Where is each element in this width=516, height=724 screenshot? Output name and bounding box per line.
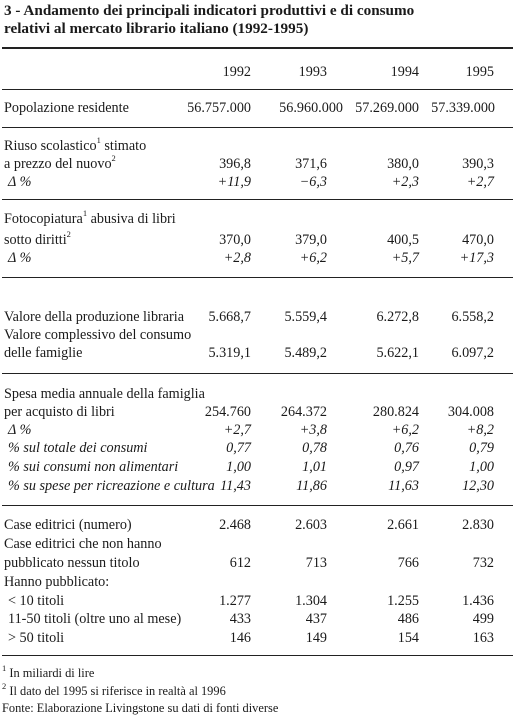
subrow-label: % sul totale dei consumi <box>8 440 148 456</box>
cell: 380,0 <box>387 156 419 172</box>
cell: 149 <box>305 630 327 646</box>
top-rule <box>2 47 513 49</box>
year-header: 1992 <box>222 64 251 80</box>
cell: 304.008 <box>447 404 494 420</box>
row-label-hanno-pubblicato: Hanno pubblicato: <box>4 574 110 590</box>
cell: 154 <box>397 630 419 646</box>
cell: 6.558,2 <box>451 309 494 325</box>
row-label-spesa: Spesa media annuale della famiglia <box>4 386 205 402</box>
cell: 1,00 <box>469 459 494 475</box>
subrow-label: 11-50 titoli (oltre uno al mese) <box>8 611 182 627</box>
cell: 370,0 <box>219 232 251 248</box>
header-rule <box>2 89 513 90</box>
cell: 396,8 <box>219 156 251 172</box>
cell: 5.489,2 <box>284 345 327 361</box>
row-label-consumo-2: delle famiglie <box>4 345 83 361</box>
cell: 12,30 <box>462 478 494 494</box>
subrow-label: > 50 titoli <box>8 630 65 646</box>
row-label-fotocopiatura: Fotocopiatura$^1$ abusiva di libri <box>4 208 176 227</box>
cell: 433 <box>229 611 251 627</box>
cell: +8,2 <box>466 422 494 438</box>
cell: 5.319,1 <box>208 345 251 361</box>
cell: 2.603 <box>295 517 327 533</box>
cell: +2,7 <box>223 422 251 438</box>
cell: 11,63 <box>388 478 419 494</box>
cell: 57.339.000 <box>431 100 495 116</box>
cell: +17,3 <box>459 250 494 266</box>
cell: 11,43 <box>220 478 251 494</box>
year-header: 1993 <box>298 64 327 80</box>
cell: 713 <box>305 555 327 571</box>
cell: 254.760 <box>204 404 251 420</box>
delta-label: Δ % <box>8 174 32 190</box>
cell: 486 <box>397 611 419 627</box>
row-label-riuso-2: a prezzo del nuovo$^2$ <box>4 153 116 172</box>
footnote-2: $^2$ Il dato del 1995 si riferisce in realtà al 1996 <box>2 680 226 698</box>
cell: 5.559,4 <box>284 309 327 325</box>
section-rule <box>2 505 513 506</box>
cell: 766 <box>397 555 419 571</box>
cell: 1,00 <box>226 459 251 475</box>
cell: 6.097,2 <box>451 345 494 361</box>
cell: 0,76 <box>394 440 419 456</box>
cell: 437 <box>305 611 327 627</box>
section-rule <box>2 199 513 200</box>
cell: +2,3 <box>391 174 419 190</box>
cell: 2.830 <box>462 517 494 533</box>
row-label-riuso: Riuso scolastico$^1$ stimato <box>4 135 147 154</box>
cell: +3,8 <box>299 422 327 438</box>
row-label-spesa-2: per acquisto di libri <box>4 404 115 420</box>
cell: 0,78 <box>302 440 327 456</box>
cell: 1,01 <box>302 459 327 475</box>
cell: +11,9 <box>217 174 251 190</box>
section-rule <box>2 373 513 374</box>
row-label-popolazione: Popolazione residente <box>4 100 129 116</box>
cell: 499 <box>472 611 494 627</box>
cell: +2,7 <box>466 174 494 190</box>
cell: 390,3 <box>462 156 494 172</box>
bottom-rule <box>2 655 513 656</box>
footnote-1: $^1$ In miliardi di lire <box>2 662 95 680</box>
cell: 379,0 <box>295 232 327 248</box>
cell: +6,2 <box>299 250 327 266</box>
year-header: 1994 <box>390 64 419 80</box>
row-label-produzione: Valore della produzione libraria <box>4 309 185 325</box>
delta-label: Δ % <box>8 250 32 266</box>
cell: 146 <box>229 630 251 646</box>
cell: 5.622,1 <box>376 345 419 361</box>
cell: 0,77 <box>226 440 251 456</box>
cell: 1.304 <box>295 593 327 609</box>
cell: +6,2 <box>391 422 419 438</box>
subrow-label: < 10 titoli <box>8 593 65 609</box>
cell: 371,6 <box>295 156 327 172</box>
cell: 0,79 <box>469 440 494 456</box>
table-title <box>4 2 512 38</box>
cell: 5.668,7 <box>208 309 251 325</box>
row-label-fotocopiatura-2: sotto diritti$^2$ <box>4 229 71 248</box>
subrow-label: % su spese per ricreazione e cultura <box>8 478 215 494</box>
cell: 56.960.000 <box>279 100 343 116</box>
cell: 6.272,8 <box>376 309 419 325</box>
cell: +2,8 <box>223 250 251 266</box>
cell: 612 <box>229 555 251 571</box>
cell: 280.824 <box>372 404 419 420</box>
cell: 732 <box>472 555 494 571</box>
cell: 11,86 <box>296 478 327 494</box>
subrow-label: % sui consumi non alimentari <box>8 459 179 475</box>
cell: 1.277 <box>219 593 251 609</box>
subrow-label: Δ % <box>8 422 32 438</box>
source-note: Fonte: Elaborazione Livingstone su dati di fonti diverse <box>2 701 279 715</box>
cell: 2.661 <box>387 517 419 533</box>
cell: 56.757.000 <box>187 100 251 116</box>
cell: 1.436 <box>462 593 494 609</box>
cell: 264.372 <box>280 404 327 420</box>
section-rule <box>2 127 513 128</box>
cell: 470,0 <box>462 232 494 248</box>
cell: 57.269.000 <box>355 100 419 116</box>
cell: 400,5 <box>387 232 419 248</box>
cell: +5,7 <box>391 250 419 266</box>
section-rule <box>2 277 513 278</box>
cell: 163 <box>472 630 494 646</box>
row-label-non-pubblicato: Case editrici che non hanno <box>4 536 162 552</box>
title-line-2: relativi al mercato librario italiano (1992-1995) <box>4 20 309 37</box>
row-label-non-pubblicato-2: pubblicato nessun titolo <box>4 555 140 571</box>
cell: 0,97 <box>394 459 419 475</box>
year-header: 1995 <box>465 64 494 80</box>
cell: 1.255 <box>387 593 419 609</box>
cell: −6,3 <box>299 174 327 190</box>
cell: 2.468 <box>219 517 251 533</box>
row-label-case-editrici: Case editrici (numero) <box>4 517 132 533</box>
row-label-consumo: Valore complessivo del consumo <box>4 327 192 343</box>
title-line-1: 3 - Andamento dei principali indicatori produttivi e di consumo <box>4 2 415 19</box>
